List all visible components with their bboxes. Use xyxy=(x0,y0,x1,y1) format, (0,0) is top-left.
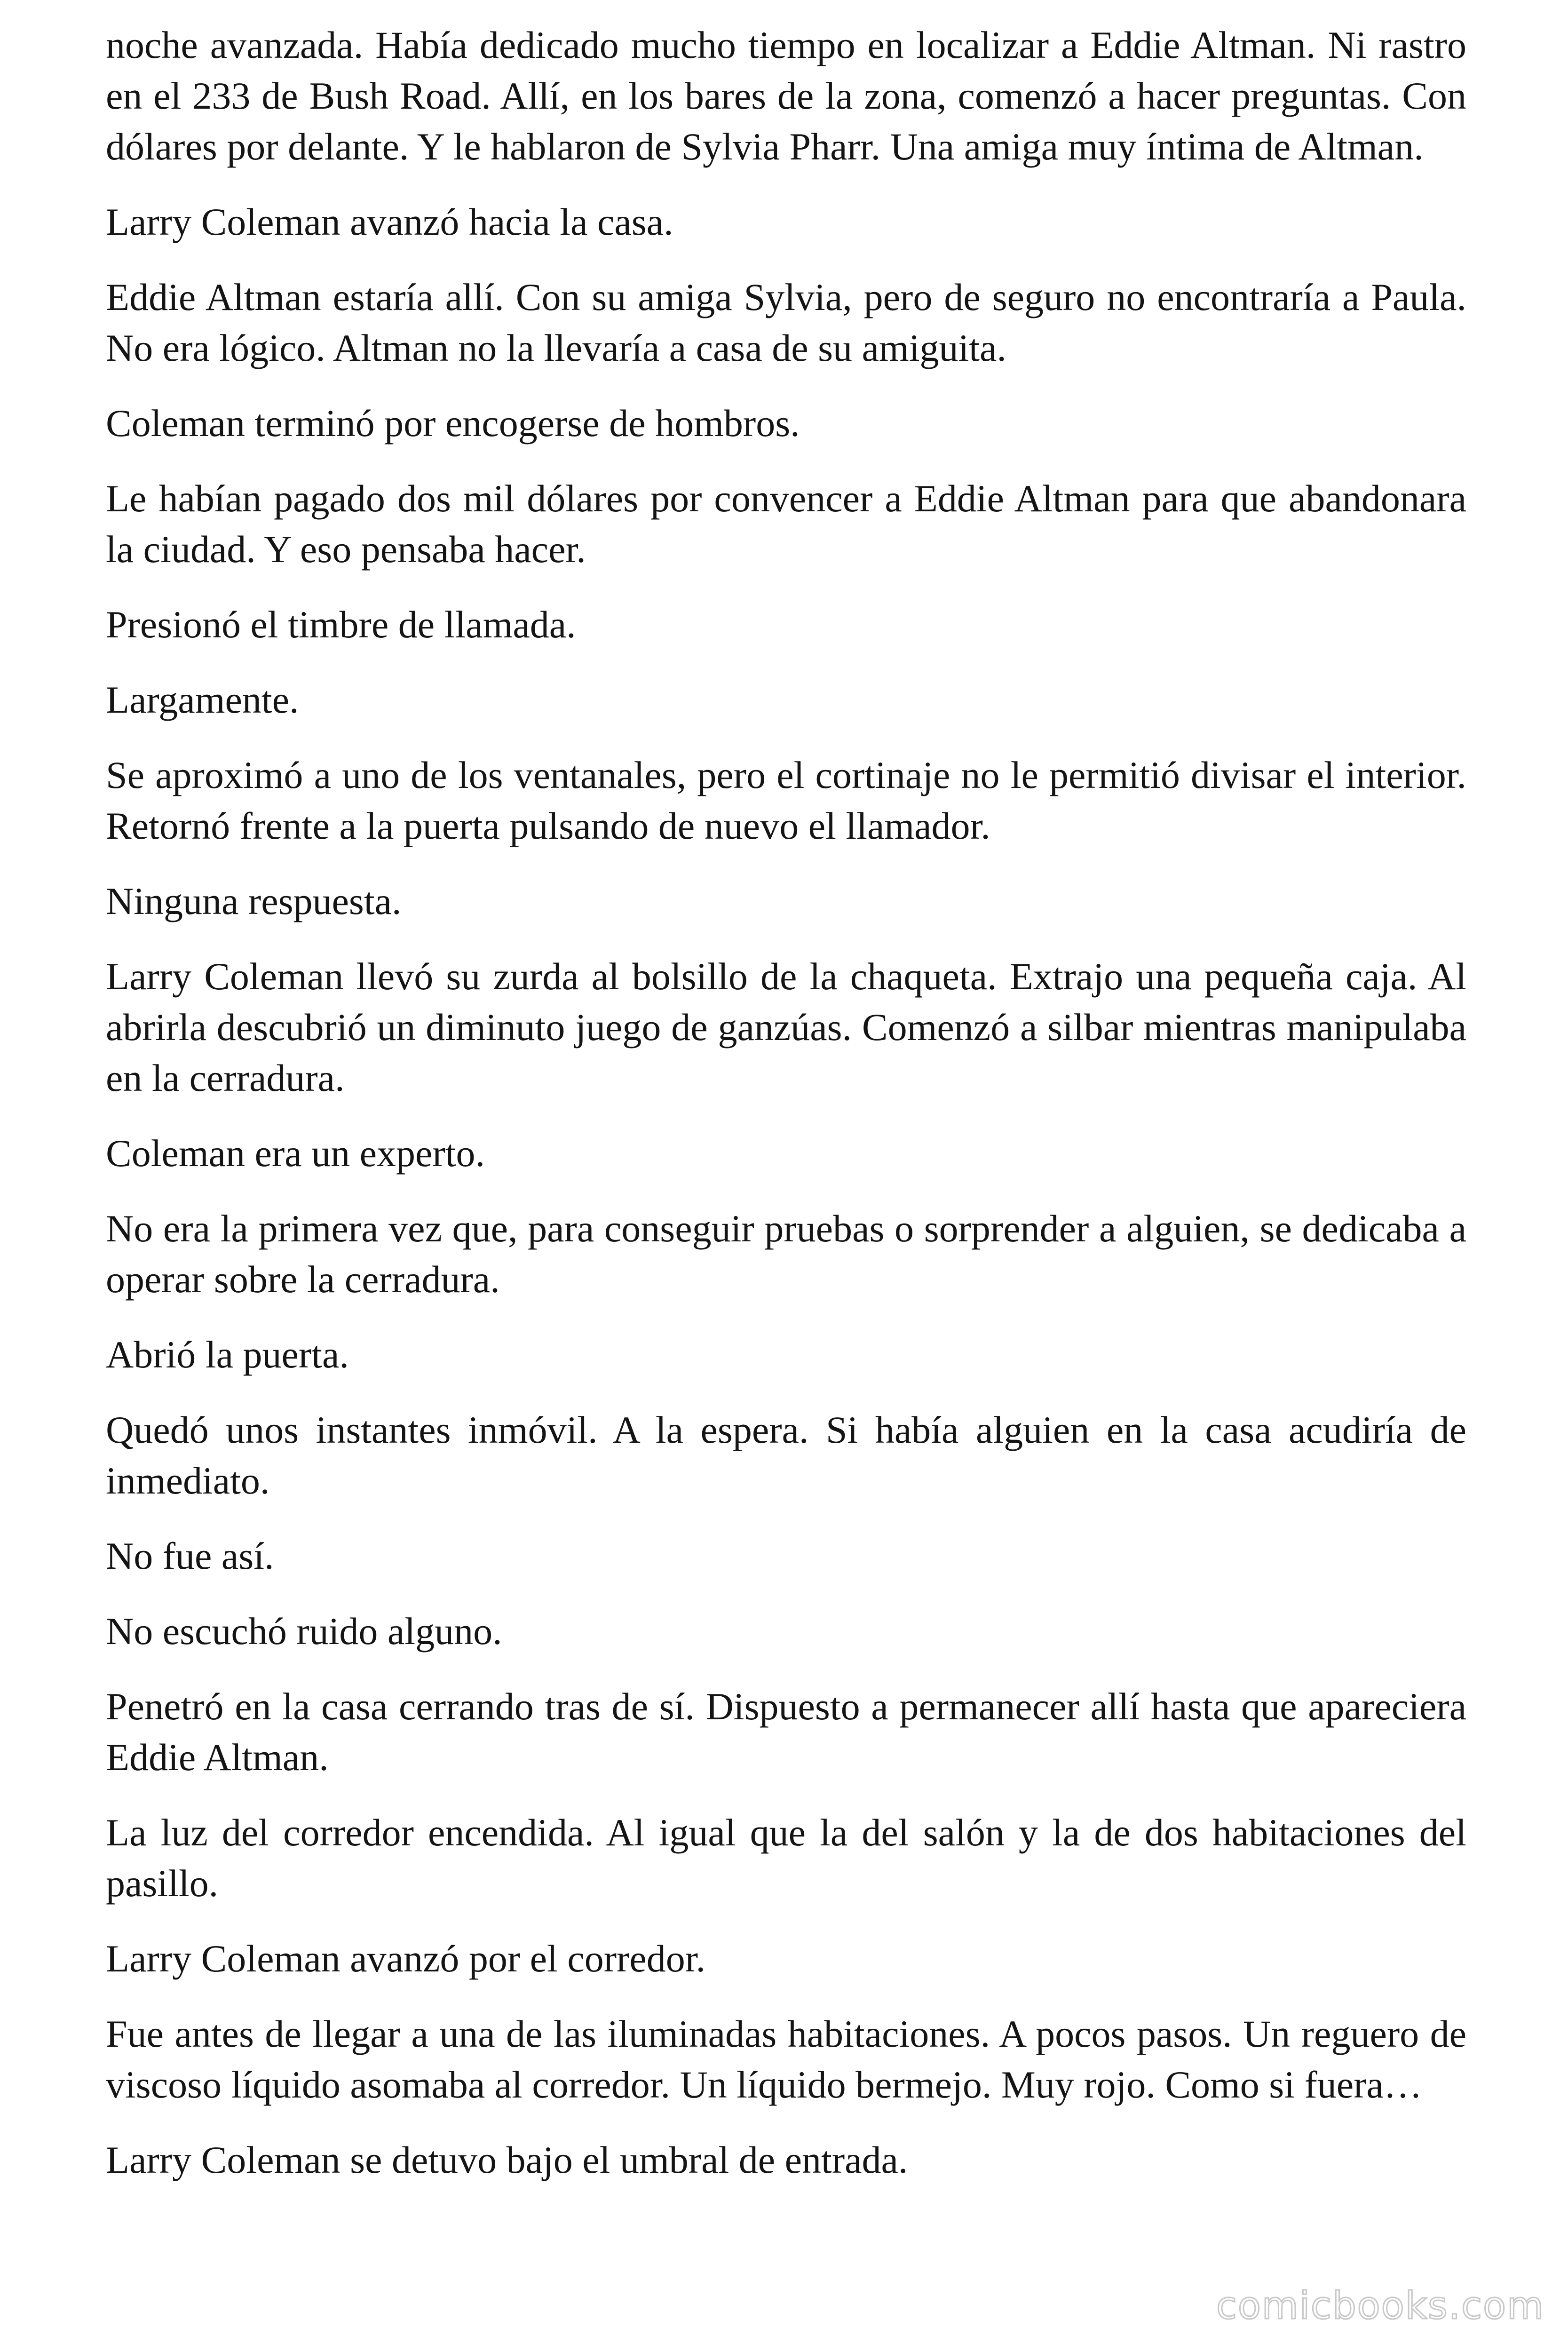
paragraph-11: Coleman era un experto. xyxy=(106,1132,485,1175)
paragraph-6: Presionó el timbre de llamada. xyxy=(106,603,576,646)
paragraph-2: Larry Coleman avanzó hacia la casa. xyxy=(106,200,673,243)
paragraph-12: No era la primera vez que, para conseguir pruebas o sorprender a alguien, se dedicaba a operar sobre la cerradura. xyxy=(106,1207,1466,1301)
paragraph-5: Le habían pagado dos mil dólares por convencer a Eddie Altman para que abandonara la ciudad. Y eso pensaba hacer. xyxy=(106,477,1466,571)
paragraph-13: Abrió la puerta. xyxy=(106,1333,349,1376)
paragraph-3: Eddie Altman estaría allí. Con su amiga Sylvia, pero de seguro no encontraría a Paula. No era lógico. Altman no la llevaría a casa de su amiguita. xyxy=(106,276,1466,369)
paragraph-8: Se aproximó a uno de los ventanales, pero el cortinaje no le permitió divisar el interior. Retornó frente a la puerta pulsando de nuevo el llamador. xyxy=(106,754,1466,847)
paragraph-10: Larry Coleman llevó su zurda al bolsillo de la chaqueta. Extrajo una pequeña caja. Al abrirla descubrió un diminuto juego de ganzúas. Comenzó a silbar mientras manipulaba en la cerradura. xyxy=(106,955,1466,1099)
paragraph-4: Coleman terminó por encogerse de hombros. xyxy=(106,402,800,445)
paragraph-20: Fue antes de llegar a una de las iluminadas habitaciones. A pocos pasos. Un reguero de viscoso líquido asomaba al corredor. Un líquido bermejo. Muy rojo. Como si fuera… xyxy=(106,2012,1466,2106)
document-body xyxy=(106,20,1466,2185)
paragraph-16: No escuchó ruido alguno. xyxy=(106,1610,502,1653)
paragraph-19: Larry Coleman avanzó por el corredor. xyxy=(106,1937,706,1980)
paragraph-7: Largamente. xyxy=(106,678,299,721)
paragraph-17: Penetró en la casa cerrando tras de sí. Dispuesto a permanecer allí hasta que apareciera Eddie Altman. xyxy=(106,1685,1466,1779)
watermark: comicbooks.com xyxy=(1216,2284,1544,2328)
paragraph-15: No fue así. xyxy=(106,1534,274,1577)
paragraph-21: Larry Coleman se detuvo bajo el umbral de entrada. xyxy=(106,2138,908,2181)
paragraph-9: Ninguna respuesta. xyxy=(106,880,402,922)
paragraph-18: La luz del corredor encendida. Al igual que la del salón y la de dos habitaciones del pasillo. xyxy=(106,1811,1466,1905)
paragraph-14: Quedó unos instantes inmóvil. A la espera. Si había alguien en la casa acudiría de inmediato. xyxy=(106,1408,1466,1502)
paragraph-1: noche avanzada. Había dedicado mucho tiempo en localizar a Eddie Altman. Ni rastro en el 233 de Bush Road. Allí, en los bares de la zona, comenzó a hacer preguntas. Con dólares por delante. Y le hablaron de Sylvia Pharr. Una amiga muy íntima de Altman. xyxy=(106,24,1466,168)
